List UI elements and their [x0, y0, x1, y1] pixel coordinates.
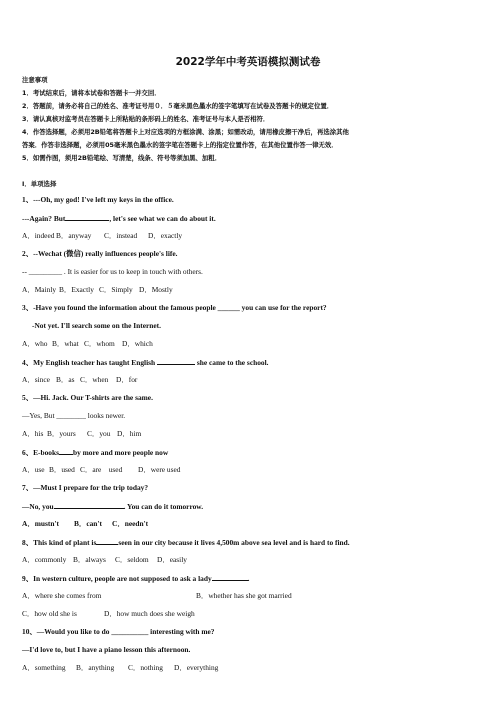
option-c: C．needn't: [112, 519, 149, 528]
question-stem: —Must I prepare for the trip today?: [33, 483, 149, 492]
option-c: C．instead: [104, 231, 138, 240]
question-9-options-row1: [22, 591, 292, 600]
question-stem: In western culture, people are not supposed to ask a lady: [33, 574, 212, 583]
answer-blank: [54, 501, 124, 509]
option-b: B．anything: [76, 663, 115, 672]
question-stem: E-books: [33, 448, 59, 457]
question-number: 4、: [22, 358, 34, 367]
option-d: D．how much does she weigh: [104, 609, 195, 618]
question-5-line2: —Yes, But ________ looks newer.: [22, 411, 126, 420]
notice-item: 2．答题前，请务必将自己的姓名、准考证号用０．５毫米黑色墨水的签字笔填写在试卷及答题卡的规定位置．: [22, 102, 334, 110]
answer-blank: [65, 213, 109, 221]
section-heading: Ⅰ．单项选择: [22, 180, 57, 188]
option-b: B．what: [52, 339, 79, 348]
answer-blank: [212, 573, 248, 581]
question-stem: by more and more people now: [72, 448, 169, 457]
question-5: [22, 393, 153, 402]
question-stem: ---Oh, my god! I've left my keys in the office.: [33, 195, 174, 204]
option-c: C．whom: [84, 339, 115, 348]
question-stem: -Have you found the information about the famous people ______ you can use for the report?: [33, 303, 327, 312]
option-d: D．Mostly: [139, 285, 173, 294]
option-a: A．use: [22, 465, 45, 474]
question-2-line2: -- _________ . It is easier for us to keep in touch with others.: [22, 267, 203, 276]
question-stem: --Wechat (微信) really influences people's life.: [33, 249, 178, 258]
answer-blank: [59, 447, 73, 455]
option-a: A．commonly: [22, 555, 67, 564]
option-a: A．something: [22, 663, 66, 672]
option-d: D．easily: [157, 555, 187, 564]
option-c: C．nothing: [128, 663, 163, 672]
question-stem: seen in our city because it lives 4,500m above sea level and is hard to find.: [118, 538, 350, 547]
notice-item: 4．作答选择题，必须用2B铅笔将答题卡上对应选项的方框涂满、涂黑；如需改动，请用橡皮擦干净后，再选涂其他: [22, 128, 349, 136]
option-a: A．who: [22, 339, 48, 348]
notice-item: 1．考试结束后，请将本试卷和答题卡一并交回．: [22, 89, 161, 97]
option-a: A．his: [22, 429, 44, 438]
notice-heading: 注意事项: [22, 76, 48, 84]
question-number: 8、: [22, 538, 34, 547]
question-stem: she came to the school.: [196, 358, 269, 367]
question-10-options: [22, 663, 218, 672]
question-text: . You can do it tomorrow.: [123, 502, 204, 511]
option-c: C．Simply: [99, 285, 133, 294]
option-a: A．indeed: [22, 231, 55, 240]
question-number: 3、: [22, 303, 34, 312]
answer-blank: [96, 537, 118, 545]
option-a: A．mustn't: [22, 519, 59, 528]
answer-blank: [157, 357, 195, 365]
option-c: C．how old she is: [22, 609, 77, 618]
question-6: [22, 447, 168, 457]
question-number: 2、: [22, 249, 34, 258]
question-5-options: [22, 429, 141, 438]
option-d: D．which: [122, 339, 153, 348]
question-10: [22, 627, 214, 636]
question-stem: —Would you like to do __________ interesting with me?: [36, 627, 215, 636]
question-6-options: [22, 465, 180, 474]
question-9-options-row2: [22, 609, 195, 618]
question-1-line2: [22, 213, 216, 223]
question-10-line2: —I'd love to, but I have a piano lesson this afternoon.: [22, 645, 191, 654]
question-text: —No, you: [22, 502, 54, 511]
question-4: [22, 357, 269, 367]
option-d: D．everything: [174, 663, 219, 672]
option-b: B．can't: [74, 519, 102, 528]
question-number: 5、: [22, 393, 34, 402]
option-a: A．Mainly: [22, 285, 57, 294]
option-b: B．used: [49, 465, 75, 474]
option-b: B．whether has she got married: [196, 591, 292, 600]
question-stem: My English teacher has taught English: [33, 358, 156, 367]
question-3: [22, 303, 327, 312]
notice-item: 答案．作答非选择题，必须用05毫米黑色墨水的签字笔在答题卡上的指定位置作答，在其他位置作答一律无效．: [22, 141, 338, 149]
option-c: C．seldom: [115, 555, 149, 564]
question-number: 9、: [22, 574, 34, 583]
question-stem: .: [247, 574, 250, 583]
option-b: B．as: [56, 375, 75, 384]
question-8: [22, 537, 350, 547]
option-c: C．you: [87, 429, 111, 438]
option-d: D．were used: [138, 465, 181, 474]
page-title: 2022学年中考英语模拟测试卷: [175, 56, 321, 68]
notice-item: 5．如需作图，须用2B铅笔绘、写清楚，线条、符号等须加黑、加粗．: [22, 154, 222, 162]
question-2-options: [22, 285, 173, 294]
question-4-options: [22, 375, 137, 384]
question-text: , let's see what we can do about it.: [109, 214, 216, 223]
question-9: [22, 573, 250, 583]
option-b: B．always: [73, 555, 106, 564]
option-a: A．where she comes from: [22, 591, 102, 600]
option-d: D．him: [117, 429, 142, 438]
option-b: B．anyway: [56, 231, 92, 240]
question-number: 7、: [22, 483, 34, 492]
question-stem: —Hi. Jack. Our T-shirts are the same.: [33, 393, 153, 402]
option-d: D．for: [116, 375, 138, 384]
question-7: [22, 483, 148, 492]
option-d: D．exactly: [148, 231, 183, 240]
option-c: C．when: [80, 375, 109, 384]
option-a: A．since: [22, 375, 50, 384]
question-text: ---Again? But: [22, 214, 66, 223]
question-number: 1、: [22, 195, 34, 204]
question-number: 6、: [22, 448, 34, 457]
question-stem: This kind of plant is: [33, 538, 97, 547]
question-3-line2: -Not yet. I'll search some on the Internet.: [32, 321, 161, 330]
question-7-line2: [22, 501, 203, 511]
option-c: C．are used: [80, 465, 123, 474]
question-8-options: [22, 555, 187, 564]
option-b: B．yours: [47, 429, 76, 438]
question-1-options: [22, 231, 182, 240]
option-b: B．Exactly: [59, 285, 94, 294]
question-7-options: [22, 519, 148, 528]
question-3-options: [22, 339, 153, 348]
question-1: [22, 195, 174, 204]
notice-item: 3．请认真核对监考员在答题卡上所粘贴的条形码上的姓名、准考证号与本人是否相符．: [22, 115, 270, 123]
question-number: 10、: [22, 627, 37, 636]
question-2: [22, 249, 177, 258]
